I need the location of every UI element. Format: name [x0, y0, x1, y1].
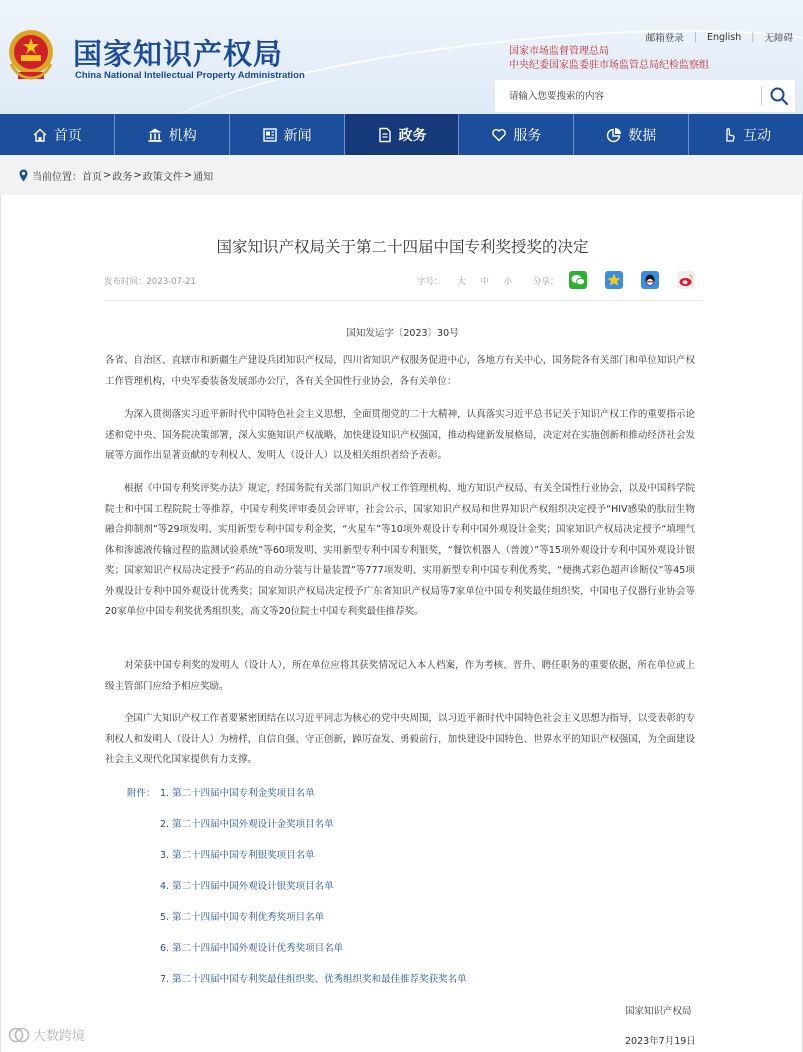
document-icon — [377, 127, 393, 143]
breadcrumb — [19, 168, 213, 183]
english-link[interactable]: English — [706, 31, 742, 43]
breadcrumb-government-affairs[interactable]: 政务 — [112, 172, 133, 183]
email-login-link[interactable]: 邮箱登录 — [645, 33, 684, 44]
recipients-paragraph: 各省、自治区、直辖市和新疆生产建设兵团知识产权局，四川省知识产权服务促进中心，各地方有关中心，国务院各有关部门和单位知识产权工作管理机构，中央军委装备发展部办公厅，各有关全国性行业协会，各有关单位： — [105, 355, 695, 387]
institution-icon — [147, 127, 163, 143]
attachments-label: 附件： — [127, 788, 156, 799]
font-size-switcher — [417, 275, 524, 287]
font-size-small[interactable]: 小 — [503, 277, 513, 287]
nav-label: 互动 — [743, 127, 772, 144]
body-paragraph: 为深入贯彻落实习近平新时代中国特色社会主义思想，全面贯彻党的二十大精神，认真落实习近平总书记关于知识产权工作的重要指示论述和党中央、国务院决策部署，深入实施知识产权战略，加快建设知识产权强国，推动构建新发展格局，决定对在实施创新和推动经济社会发展等方面作出显著贡献的专利权人、发明人（设计人）以及相关组织者给予表彰。 — [105, 409, 695, 461]
search-divider — [761, 87, 762, 105]
nav-item-news[interactable] — [230, 114, 345, 155]
divider: | — [693, 31, 697, 43]
nav-item-home[interactable] — [0, 114, 115, 155]
discipline-inspection-link[interactable]: 中央纪委国家监委驻市场监管总局纪检监察组 — [509, 60, 709, 71]
attachment-link[interactable]: 5. 第二十四届中国专利优秀奖项目名单 — [160, 912, 325, 923]
article-body — [105, 351, 695, 392]
article-body — [105, 405, 695, 467]
font-size-large[interactable]: 大 — [457, 277, 466, 287]
article-title: 国家知识产权局关于第二十四届中国专利奖授奖的决定 — [216, 238, 589, 256]
article-body — [105, 656, 695, 697]
heart-hand-icon — [491, 127, 507, 143]
breadcrumb-bar — [0, 155, 803, 195]
attachment-link[interactable]: 2. 第二十四届中国外观设计金奖项目名单 — [160, 819, 334, 830]
article-body — [105, 479, 695, 623]
breadcrumb-prefix: 当前位置： — [32, 172, 82, 183]
nav-label: 新闻 — [283, 127, 312, 144]
nav-item-interaction[interactable] — [689, 114, 803, 155]
article-meta — [104, 275, 701, 295]
signature-org: 国家知识产权局 — [625, 1006, 692, 1017]
watermark — [8, 1025, 85, 1044]
attachment-link[interactable]: 3. 第二十四届中国专利银奖项目名单 — [160, 850, 315, 861]
attachment-link[interactable]: 6. 第二十四届中国外观设计优秀奖项目名单 — [160, 943, 344, 954]
related-links — [509, 45, 709, 73]
document-number: 国知发运字〔2023〕30号 — [346, 328, 459, 339]
breadcrumb-home[interactable]: 首页 — [82, 172, 102, 183]
body-paragraph: 对荣获中国专利奖的发明人（设计人），所在单位应将其获奖情况记入本人档案，作为考核、晋升、聘任职务的重要依据，所在单位或上级主管部门应给予相应奖励。 — [105, 660, 695, 692]
search-icon[interactable] — [769, 86, 789, 106]
divider: | — [751, 31, 755, 43]
site-subtitle: China National Intellectual Property Administration — [75, 70, 305, 81]
nav-label: 数据 — [628, 127, 657, 144]
nav-label: 首页 — [53, 127, 82, 144]
nav-label: 服务 — [513, 127, 542, 144]
nav-label: 政务 — [398, 127, 427, 144]
attachment-link[interactable]: 1. 第二十四届中国专利金奖项目名单 — [160, 788, 315, 799]
hand-pointer-icon — [721, 127, 737, 143]
search-box — [495, 80, 795, 112]
article-card — [0, 195, 803, 1052]
nav-item-institution[interactable] — [115, 114, 230, 155]
breadcrumb-separator: > — [183, 170, 193, 181]
location-pin-icon — [19, 169, 28, 182]
qzone-star-icon[interactable] — [605, 271, 623, 289]
nav-item-government-affairs[interactable] — [345, 114, 460, 155]
nav-item-service[interactable] — [459, 114, 574, 155]
body-paragraph: 全国广大知识产权工作者要紧密团结在以习近平同志为核心的党中央周围，以习近平新时代中国特色社会主义思想为指导，以受表彰的专利权人和发明人（设计人）为榜样，自信自强、守正创新，踔厉奋发、勇毅前行，加快建设中国特色、世界水平的知识产权强国，为全面建设社会主义现代化国家提供有力支撑。 — [105, 713, 695, 765]
weibo-icon[interactable] — [677, 271, 695, 289]
share-label: 分享： — [533, 277, 559, 287]
body-paragraph: 根据《中国专利奖评奖办法》规定，经国务院有关部门知识产权工作管理机构、地方知识产权局、有关全国性行业协会，以及中国科学院院士和中国工程院院士等推荐，中国专利奖评审委员会评审，社会公示，国家知识产权局和世界知识产权组织决定授予“HIV感染的肽衍生物融合抑制剂”等29项发明、实用新型专利中国专利金奖，“火星车”等10项外观设计专利中国外观设计金奖；国家知识产权局决定授予“填埋气体和渗滤液传输过程的监测试验系统”等60项发明、实用新型专利中国专利银奖，“餐饮机器人（普渡）”等15项外观设计专利中国外观设计银奖；国家知识产权局决定授予“药品的自动分装与计量装置”等777项发明、实用新型专利中国专利优秀奖，“便携式彩色超声诊断仪”等45项外观设计专利中国外观设计优秀奖；国家知识产权局决定授予广东省知识产权局等7家单位中国专利奖最佳组织奖，中国电子仪器行业协会等20家单位中国专利奖优秀组织奖，高文等20位院士中国专利奖最佳推荐奖。 — [105, 483, 695, 617]
home-icon — [32, 127, 48, 143]
breadcrumb-policy-documents[interactable]: 政策文件 — [142, 172, 183, 183]
pie-chart-icon — [606, 127, 622, 143]
watermark-text: 大数跨境 — [33, 1029, 86, 1044]
attachment-link[interactable]: 4. 第二十四届中国外观设计银奖项目名单 — [160, 881, 334, 892]
nav-label: 机构 — [168, 127, 197, 144]
nav-item-data[interactable] — [574, 114, 689, 155]
font-size-label: 字号： — [417, 277, 443, 287]
breadcrumb-separator: > — [133, 170, 142, 181]
font-size-medium[interactable]: 中 — [480, 277, 489, 287]
signature-date: 2023年7月19日 — [625, 1036, 696, 1047]
search-input[interactable] — [495, 80, 755, 112]
site-header — [0, 0, 803, 114]
samr-link[interactable]: 国家市场监督管理总局 — [509, 46, 609, 57]
breadcrumb-separator: > — [103, 170, 112, 181]
news-icon — [262, 127, 278, 143]
wechat-icon[interactable] — [569, 271, 587, 289]
watermark-logo-icon — [8, 1026, 30, 1044]
national-emblem-icon — [6, 28, 56, 82]
article-body — [105, 709, 695, 771]
qq-icon[interactable] — [641, 271, 659, 289]
main-nav — [0, 114, 803, 155]
divider — [104, 300, 701, 301]
attachment-link[interactable]: 7. 第二十四届中国专利奖最佳组织奖、优秀组织奖和最佳推荐奖获奖名单 — [160, 974, 467, 985]
site-title[interactable]: 国家知识产权局 — [73, 37, 284, 71]
accessibility-link[interactable]: 无障碍 — [764, 33, 793, 44]
breadcrumb-notice[interactable]: 通知 — [193, 172, 214, 183]
publish-date: 发布时间：2023-07-21 — [104, 277, 196, 287]
top-links — [636, 30, 803, 44]
